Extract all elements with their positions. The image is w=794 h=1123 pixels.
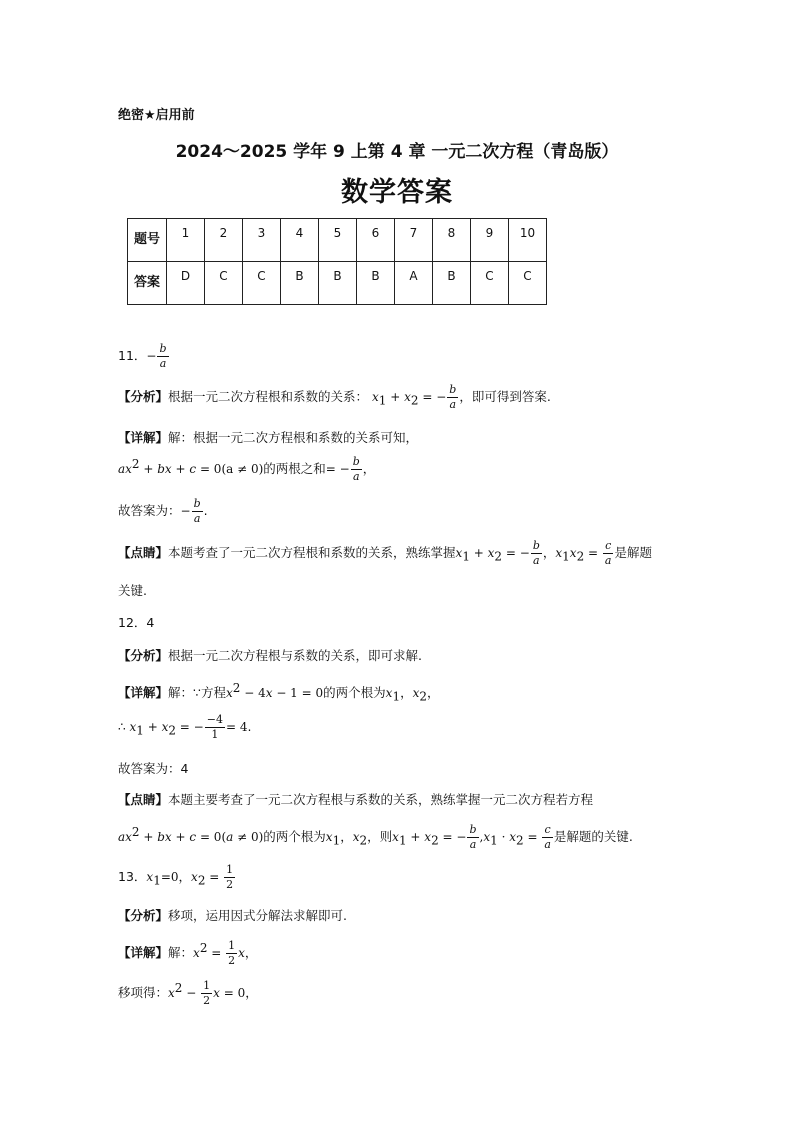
table-cell: B	[357, 262, 395, 305]
row-label-answer: 答案	[128, 262, 167, 305]
table-cell: 3	[243, 219, 281, 262]
table-cell: 10	[509, 219, 547, 262]
q13-detail: 【详解】解：$x^2$ = $\frac{1}{2}$ x，	[118, 939, 258, 967]
q12-comment-formula: $ax^2$ + bx + c = 0(a ≠ 0)的两个根为$x_1$，$x_2$，则$x_1 + x_2$ = − $\frac{b}{a}$ $,x_1 \cdot x_2$ = $\frac{c}{a}$ 是解题的关键.	[118, 823, 633, 851]
table-cell: 4	[281, 219, 319, 262]
q13-move: 移项得：$x^2$ − $\frac{1}{2}$ x = 0，	[118, 979, 258, 1007]
q11-comment-end: 关键.	[118, 583, 147, 598]
table-cell: C	[205, 262, 243, 305]
q11-comment: 【点睛】本题考查了一元二次方程根和系数的关系，熟练掌握$x_1 + x_2$ = − $\frac{b}{a}$ ，$x_1x_2$ = $\frac{c}{a}$ 是解题	[118, 539, 652, 567]
table-cell: B	[319, 262, 357, 305]
document-subtitle: 数学答案	[341, 177, 453, 208]
q11-answer: 11．− $\frac{b}{a}$	[118, 342, 167, 370]
document-title: 2024～2025 学年 9 上第 4 章 一元二次方程（青岛版）	[175, 142, 619, 162]
table-cell: C	[509, 262, 547, 305]
answer-table	[127, 218, 547, 305]
table-cell: C	[471, 262, 509, 305]
q12-detail-formula: ∴ $x_1 + x_2$ = − $\frac{-4}{1}$ = 4.	[118, 713, 252, 741]
table-cell: B	[281, 262, 319, 305]
q11-analysis: 【分析】根据一元二次方程根和系数的关系： $x_1 + x_2$ = − $\frac{b}{a}$ ，即可得到答案.	[118, 383, 551, 411]
q12-detail: 【详解】解：∵方程$x^2 - 4x - 1 = 0$的两个根为$x_1$，$x_2$，	[118, 681, 440, 704]
table-row-numbers	[128, 219, 547, 262]
table-cell: 7	[395, 219, 433, 262]
table-cell: 8	[433, 219, 471, 262]
q11-detail-formula: $ax^2$ + bx + c = 0(a ≠ 0)的两根之和= − $\frac{b}{a}$ ，	[118, 455, 376, 483]
q12-comment: 【点睛】本题主要考查了一元二次方程根与系数的关系，熟练掌握一元二次方程若方程	[118, 792, 594, 807]
table-cell: 5	[319, 219, 357, 262]
q11-detail: 【详解】解：根据一元二次方程根和系数的关系可知，	[118, 430, 419, 445]
row-label-number: 题号	[128, 219, 167, 262]
q13-answer: 13．$x_1=0$，$x_2$ = $\frac{1}{2}$	[118, 863, 234, 891]
table-cell: 9	[471, 219, 509, 262]
q11-conclusion: 故答案为：− $\frac{b}{a}$ .	[118, 497, 208, 525]
table-cell: A	[395, 262, 433, 305]
table-row-answers	[128, 262, 547, 305]
table-cell: 1	[167, 219, 205, 262]
table-cell: 6	[357, 219, 395, 262]
q12-answer: 12．4	[118, 615, 155, 630]
q13-analysis: 【分析】移项，运用因式分解法求解即可.	[118, 908, 347, 923]
table-cell: D	[167, 262, 205, 305]
q12-conclusion: 故答案为：4	[118, 761, 189, 776]
table-cell: B	[433, 262, 471, 305]
q12-analysis: 【分析】根据一元二次方程根与系数的关系，即可求解.	[118, 648, 422, 663]
secret-label: 绝密★启用前	[118, 108, 195, 123]
table-cell: C	[243, 262, 281, 305]
table-cell: 2	[205, 219, 243, 262]
